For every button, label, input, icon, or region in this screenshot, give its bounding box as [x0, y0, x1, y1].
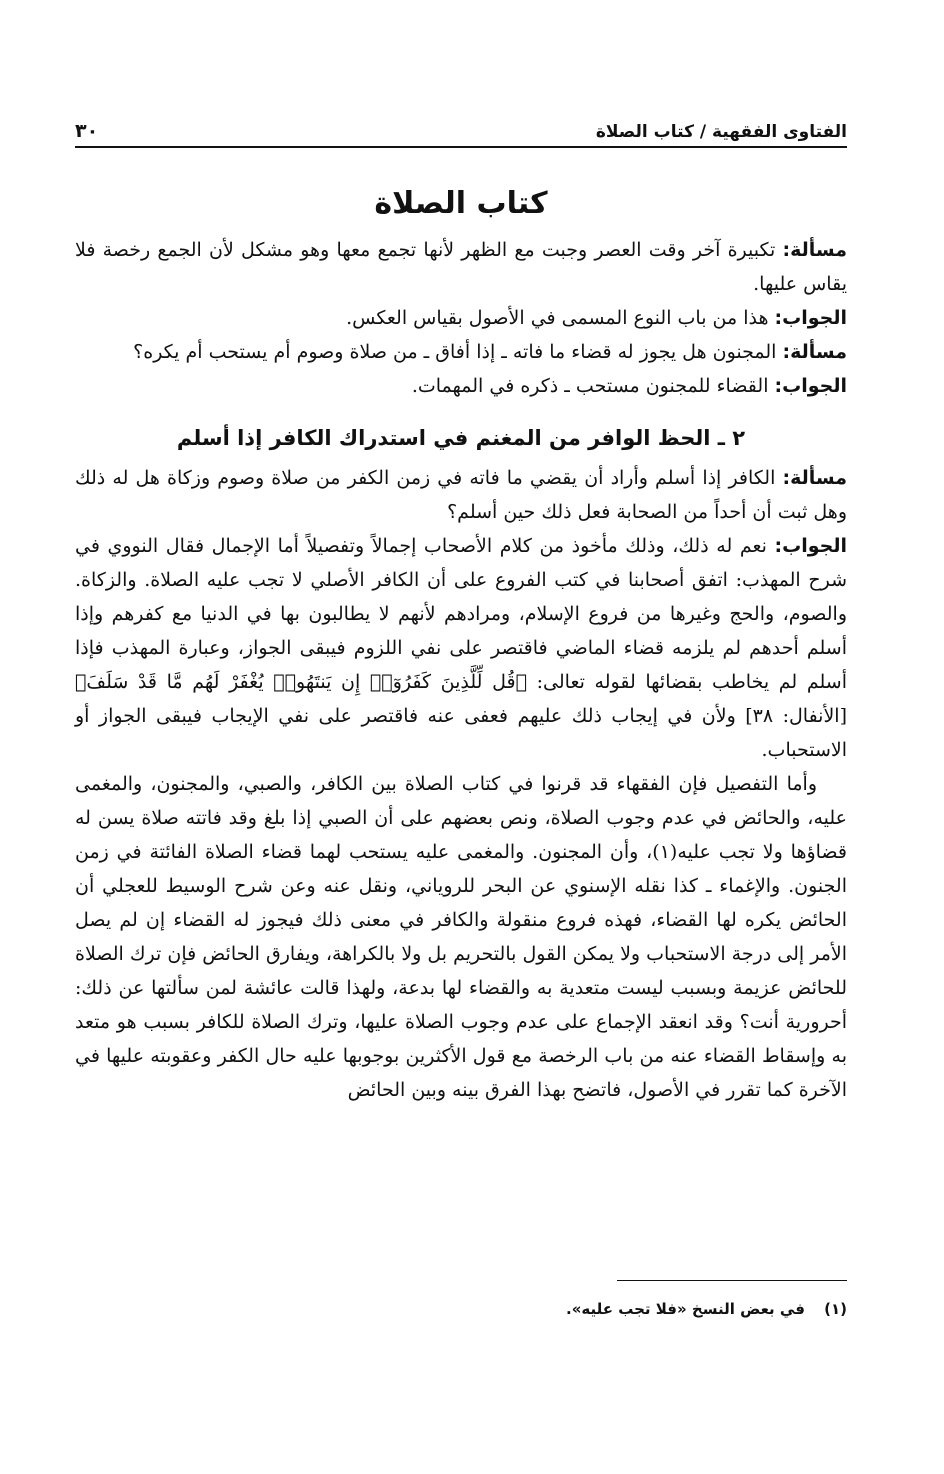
- answer-2: [75, 369, 847, 403]
- page-body: [75, 112, 847, 1107]
- answer-label: الجواب:: [774, 307, 847, 329]
- detail-paragraph: وأما التفصيل فإن الفقهاء قد قرنوا في كتاب الصلاة بين الكافر، والصبي، والمجنون، والمغمى عليه، والحائض في عدم وجوب الصلاة، ونص بعضهم على أن الصبي إذا بلغ وقد فاتته صلاة يسن له قضاؤها ولا تجب عليه(١)، وأن المجنون. والمغمى عليه يستحب لهما قضاء الصلاة الفائتة في زمن الجنون. والإغماء ـ كذا نقله الإسنوي عن البحر للروياني، ونقل عنه وعن شرح الوسيط للعجلي أن الحائض يكره لها القضاء، فهذه فروع منقولة والكافر في معنى ذلك فيجوز له القضاء إن لم يصل الأمر إلى درجة الاستحباب ولا يمكن القول بالتحريم بل ولا بالكراهة، ويفارق الحائض فإن ترك الصلاة للحائض عزيمة وبسبب ليست متعدية به والقضاء لها بدعة، ولهذا قالت عائشة لمن سألتها عن ذلك: أحرورية أنت؟ وقد انعقد الإجماع على عدم وجوب الصلاة عليها، وترك الصلاة للكافر بسبب هو متعد به وإسقاط القضاء عنه من باب الرخصة مع قول الأكثرين بوجوبها عليه حال الكفر وعقوبته عليها في الآخرة كما تقرر في الأصول، فاتضح بهذا الفرق بينه وبين الحائض: [75, 772, 847, 1101]
- question-1: [75, 233, 847, 301]
- section-title: ٢ ـ الحظ الوافر من المغنم في استدراك الكافر إذا أسلم: [176, 426, 746, 450]
- answer-label: الجواب:: [774, 375, 847, 397]
- footnote-text: في بعض النسخ «فلا تجب عليه».: [566, 1300, 805, 1318]
- answer-text: القضاء للمجنون مستحب ـ ذكره في المهمات.: [411, 375, 769, 397]
- question-label: مسألة:: [782, 466, 847, 489]
- page-number: ٣٠: [75, 120, 99, 142]
- question-2: [75, 335, 847, 369]
- answer-1: [75, 301, 847, 335]
- question-3: [75, 461, 847, 529]
- answer-3: [75, 529, 847, 767]
- running-title: الفتاوى الفقهية / كتاب الصلاة: [595, 122, 847, 142]
- footnote: [566, 1300, 847, 1318]
- running-header: [75, 112, 847, 148]
- footnote-number: (١): [824, 1300, 847, 1318]
- question-text: الكافر إذا أسلم وأراد أن يقضي ما فاته في زمن الكفر من صلاة وصوم وزكاة هل له ذلك وهل ثبت أن أحداً من الصحابة فعل ذلك حين أسلم؟: [75, 466, 847, 523]
- question-label: مسألة:: [782, 239, 847, 261]
- answer-text: هذا من باب النوع المسمى في الأصول بقياس العكس.: [346, 307, 769, 329]
- question-label: مسألة:: [782, 341, 847, 363]
- footnote-divider: [617, 1280, 847, 1281]
- question-text: المجنون هل يجوز له قضاء ما فاته ـ إذا أفاق ـ من صلاة وصوم أم يستحب أم يكره؟: [133, 341, 777, 363]
- chapter-title: كتاب الصلاة: [374, 186, 548, 221]
- answer-text: نعم له ذلك، وذلك مأخوذ من كلام الأصحاب إجمالاً وتفصيلاً أما الإجمال فقال النووي في شرح المهذب: اتفق أصحابنا في كتب الفروع على أن الكافر الأصلي لا تجب عليه الصلاة. والزكاة. والصوم، والحج وغيرها من فروع الإسلام، ومرادهم لأنهم لا يطالبون بها في الدنيا مع كفرهم وإذا أسلم أحدهم لم يلزمه قضاء الماضي فاقتصر على نفي اللزوم فيبقى الجواز، وعبارة المهذب فإذا أسلم لم يخاطب بقضائها لقوله تعالى: ﴿قُل لِّلَّذِينَ كَفَرُوٓا۟ إِن يَنتَهُوا۟ يُغْفَرْ لَهُم مَّا قَدْ سَلَفَ﴾ [الأنفال: ٣٨] ولأن في إيجاب ذلك عليهم فعفى عنه فاقتصر على نفي الإيجاب فيبقى الجواز أو الاستحباب.: [75, 534, 847, 761]
- question-text: تكبيرة آخر وقت العصر وجبت مع الظهر لأنها تجمع معها وهو مشكل لأن الجمع رخصة فلا يقاس عليها.: [75, 239, 847, 295]
- answer-label: الجواب:: [774, 534, 847, 557]
